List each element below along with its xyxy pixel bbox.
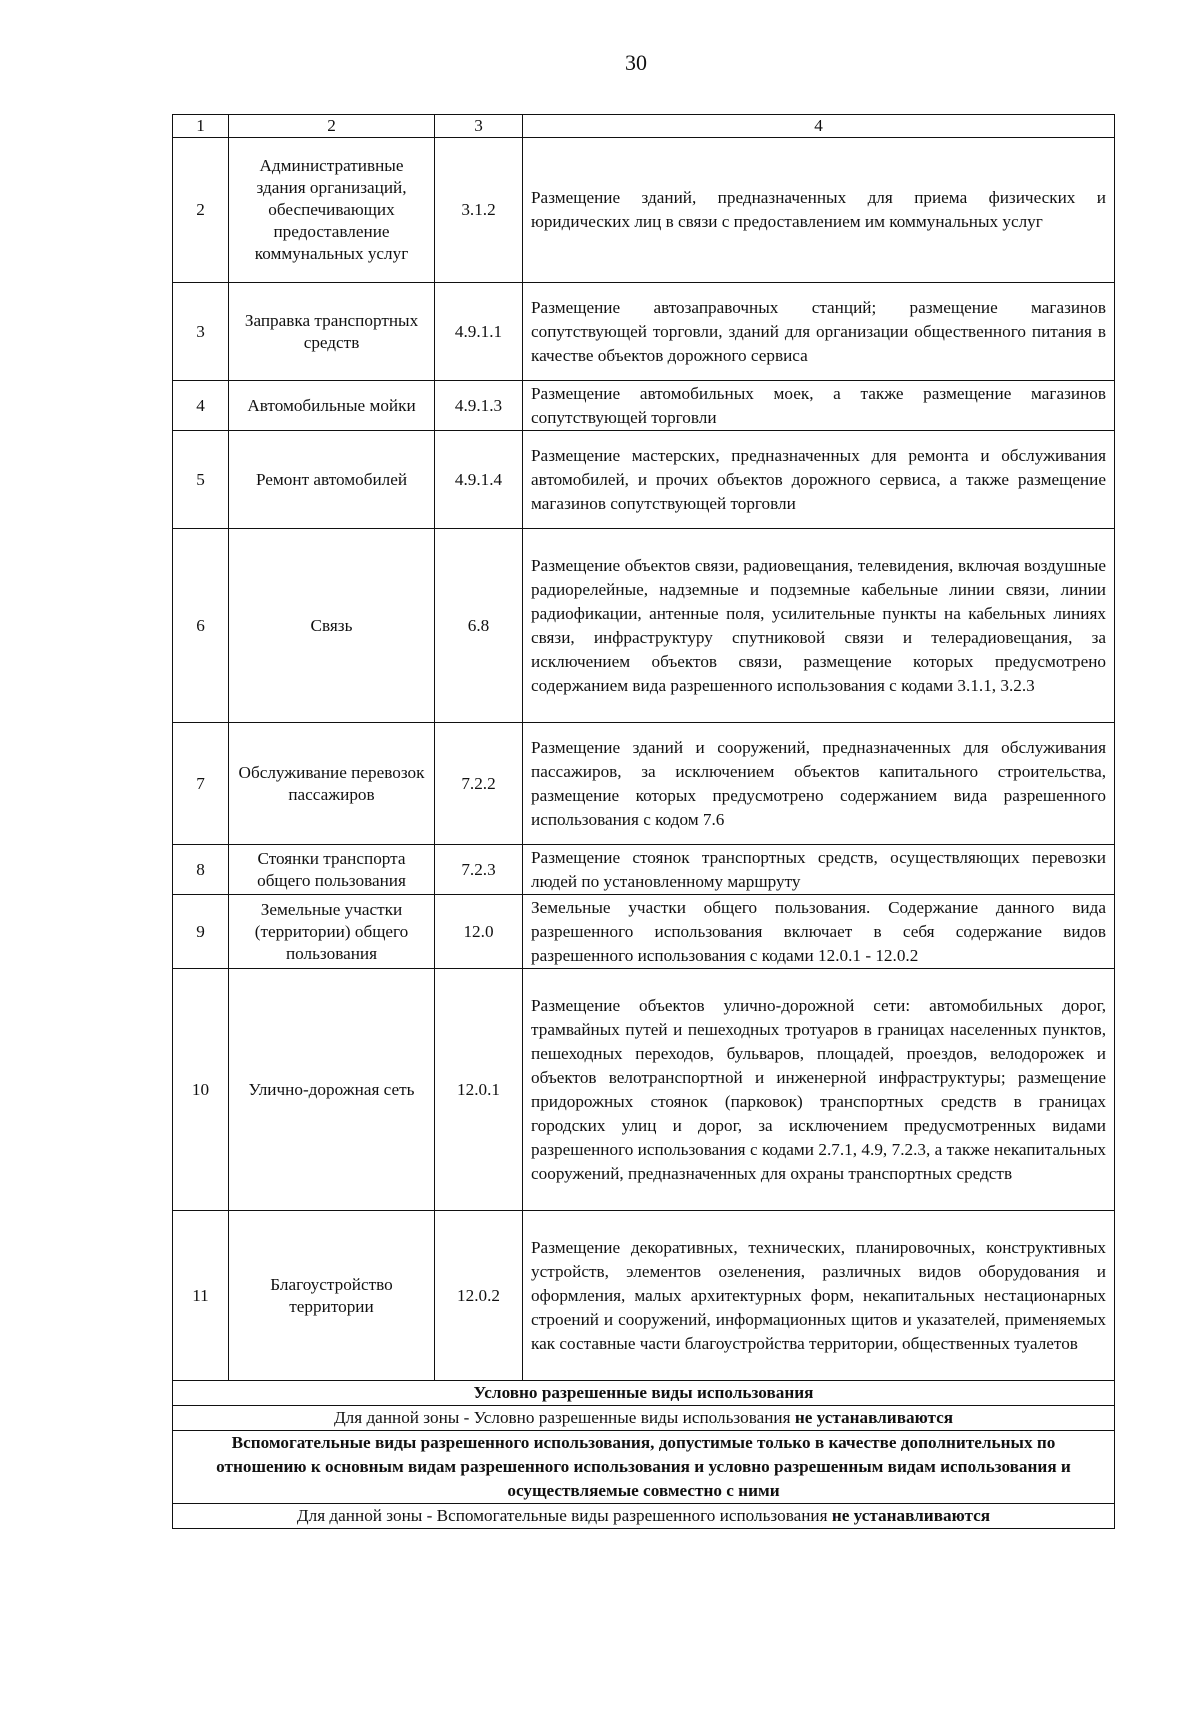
row-number: 4 xyxy=(173,381,229,431)
row-number: 6 xyxy=(173,529,229,723)
use-type-code: 12.0.1 xyxy=(435,969,523,1211)
use-type-name: Земельные участки (территории) общего пользования xyxy=(229,895,435,969)
conditional-note-bold: не устанавливаются xyxy=(794,1408,954,1427)
use-type-code: 12.0.2 xyxy=(435,1211,523,1381)
table-row xyxy=(173,723,1115,845)
table-row xyxy=(173,895,1115,969)
table-row xyxy=(173,431,1115,529)
row-number: 2 xyxy=(173,138,229,283)
use-type-name: Обслуживание перевозок пассажиров xyxy=(229,723,435,845)
table-row xyxy=(173,969,1115,1211)
auxiliary-note-text: Для данной зоны - Вспомогательные виды разрешенного использования xyxy=(296,1506,828,1525)
row-number: 8 xyxy=(173,845,229,895)
use-type-code: 4.9.1.4 xyxy=(435,431,523,529)
use-type-code: 7.2.2 xyxy=(435,723,523,845)
table-row xyxy=(173,529,1115,723)
row-number: 10 xyxy=(173,969,229,1211)
use-type-name: Административные здания организаций, обеспечивающих предоставление коммунальных услуг xyxy=(229,138,435,283)
use-type-name: Автомобильные мойки xyxy=(229,381,435,431)
use-type-name: Благоустройство территории xyxy=(229,1211,435,1381)
use-type-description: Размещение автомобильных моек, а также размещение магазинов сопутствующей торговли xyxy=(523,381,1115,431)
page-number: 30 xyxy=(625,50,647,75)
conditional-uses-note xyxy=(173,1406,1115,1431)
section-note-row xyxy=(173,1406,1115,1431)
use-type-code: 7.2.3 xyxy=(435,845,523,895)
header-col-2: 2 xyxy=(229,115,435,138)
use-type-description: Размещение автозаправочных станций; размещение магазинов сопутствующей торговли, зданий для организации общественного питания в качестве объектов дорожного сервиса xyxy=(523,283,1115,381)
table-row xyxy=(173,1211,1115,1381)
row-number: 11 xyxy=(173,1211,229,1381)
row-number: 5 xyxy=(173,431,229,529)
land-use-table xyxy=(172,114,1115,1529)
table-header-row xyxy=(173,115,1115,138)
use-type-description: Размещение объектов улично-дорожной сети: автомобильных дорог, трамвайных путей и пешеходных тротуаров в границах населенных пунктов, пешеходных переходов, бульваров, площадей, проездов, велодорожек и объектов велотранспортной и инженерной инфраструктуры; размещение придорожных стоянок (парковок) транспортных средств в границах городских улиц и дорог, за исключением предусмотренных видами разрешенного использования с кодами 2.7.1, 4.9, 7.2.3, а также некапитальных сооружений, предназначенных для охраны транспортных средств xyxy=(523,969,1115,1211)
auxiliary-uses-note xyxy=(173,1504,1115,1529)
use-type-code: 12.0 xyxy=(435,895,523,969)
use-type-name: Стоянки транспорта общего пользования xyxy=(229,845,435,895)
row-number: 7 xyxy=(173,723,229,845)
header-col-3: 3 xyxy=(435,115,523,138)
table-row xyxy=(173,381,1115,431)
use-type-description: Размещение стоянок транспортных средств, осуществляющих перевозки людей по установленному маршруту xyxy=(523,845,1115,895)
use-type-name: Ремонт автомобилей xyxy=(229,431,435,529)
table-row xyxy=(173,283,1115,381)
use-type-description: Размещение зданий, предназначенных для приема физических и юридических лиц в связи с предоставлением им коммунальных услуг xyxy=(523,138,1115,283)
use-type-description: Размещение объектов связи, радиовещания, телевидения, включая воздушные радиорелейные, надземные и подземные кабельные линии связи, линии радиофикации, антенные поля, усилительные пункты на кабельных линиях связи, инфраструктуру спутниковой связи и телерадиовещания, за исключением объектов связи, размещение которых предусмотрено содержанием вида разрешенного использования с кодами 3.1.1, 3.2.3 xyxy=(523,529,1115,723)
row-number: 9 xyxy=(173,895,229,969)
use-type-description: Размещение мастерских, предназначенных для ремонта и обслуживания автомобилей, и прочих объектов дорожного сервиса, а также размещение магазинов сопутствующей торговли xyxy=(523,431,1115,529)
use-type-description: Земельные участки общего пользования. Содержание данного вида разрешенного использования включает в себя содержание видов разрешенного использования с кодами 12.0.1 - 12.0.2 xyxy=(523,895,1115,969)
row-number: 3 xyxy=(173,283,229,381)
section-heading-row xyxy=(173,1431,1115,1504)
use-type-code: 3.1.2 xyxy=(435,138,523,283)
use-type-name: Улично-дорожная сеть xyxy=(229,969,435,1211)
use-type-code: 4.9.1.1 xyxy=(435,283,523,381)
use-type-description: Размещение зданий и сооружений, предназначенных для обслуживания пассажиров, за исключением объектов капитального строительства, размещение которых предусмотрено содержанием вида разрешенного использования с кодом 7.6 xyxy=(523,723,1115,845)
conditional-note-text: Для данной зоны - Условно разрешенные виды использования xyxy=(333,1408,791,1427)
use-type-code: 4.9.1.3 xyxy=(435,381,523,431)
auxiliary-uses-heading: Вспомогательные виды разрешенного использования, допустимые только в качестве дополнительных по отношению к основным видам разрешенного использования и условно разрешенным видам использования и осуществляемые совместно с ними xyxy=(173,1431,1115,1504)
header-col-4: 4 xyxy=(523,115,1115,138)
use-type-description: Размещение декоративных, технических, планировочных, конструктивных устройств, элементов озеленения, различных видов оборудования и оформления, малых архитектурных форм, некапитальных нестационарных строений и сооружений, информационных щитов и указателей, применяемых как составные части благоустройства территории, общественных туалетов xyxy=(523,1211,1115,1381)
conditional-uses-heading: Условно разрешенные виды использования xyxy=(173,1381,1115,1406)
table-row xyxy=(173,845,1115,895)
section-heading-row xyxy=(173,1381,1115,1406)
use-type-name: Связь xyxy=(229,529,435,723)
table-row xyxy=(173,138,1115,283)
auxiliary-note-bold: не устанавливаются xyxy=(831,1506,991,1525)
use-type-name: Заправка транспортных средств xyxy=(229,283,435,381)
use-type-code: 6.8 xyxy=(435,529,523,723)
header-col-1: 1 xyxy=(173,115,229,138)
section-note-row xyxy=(173,1504,1115,1529)
